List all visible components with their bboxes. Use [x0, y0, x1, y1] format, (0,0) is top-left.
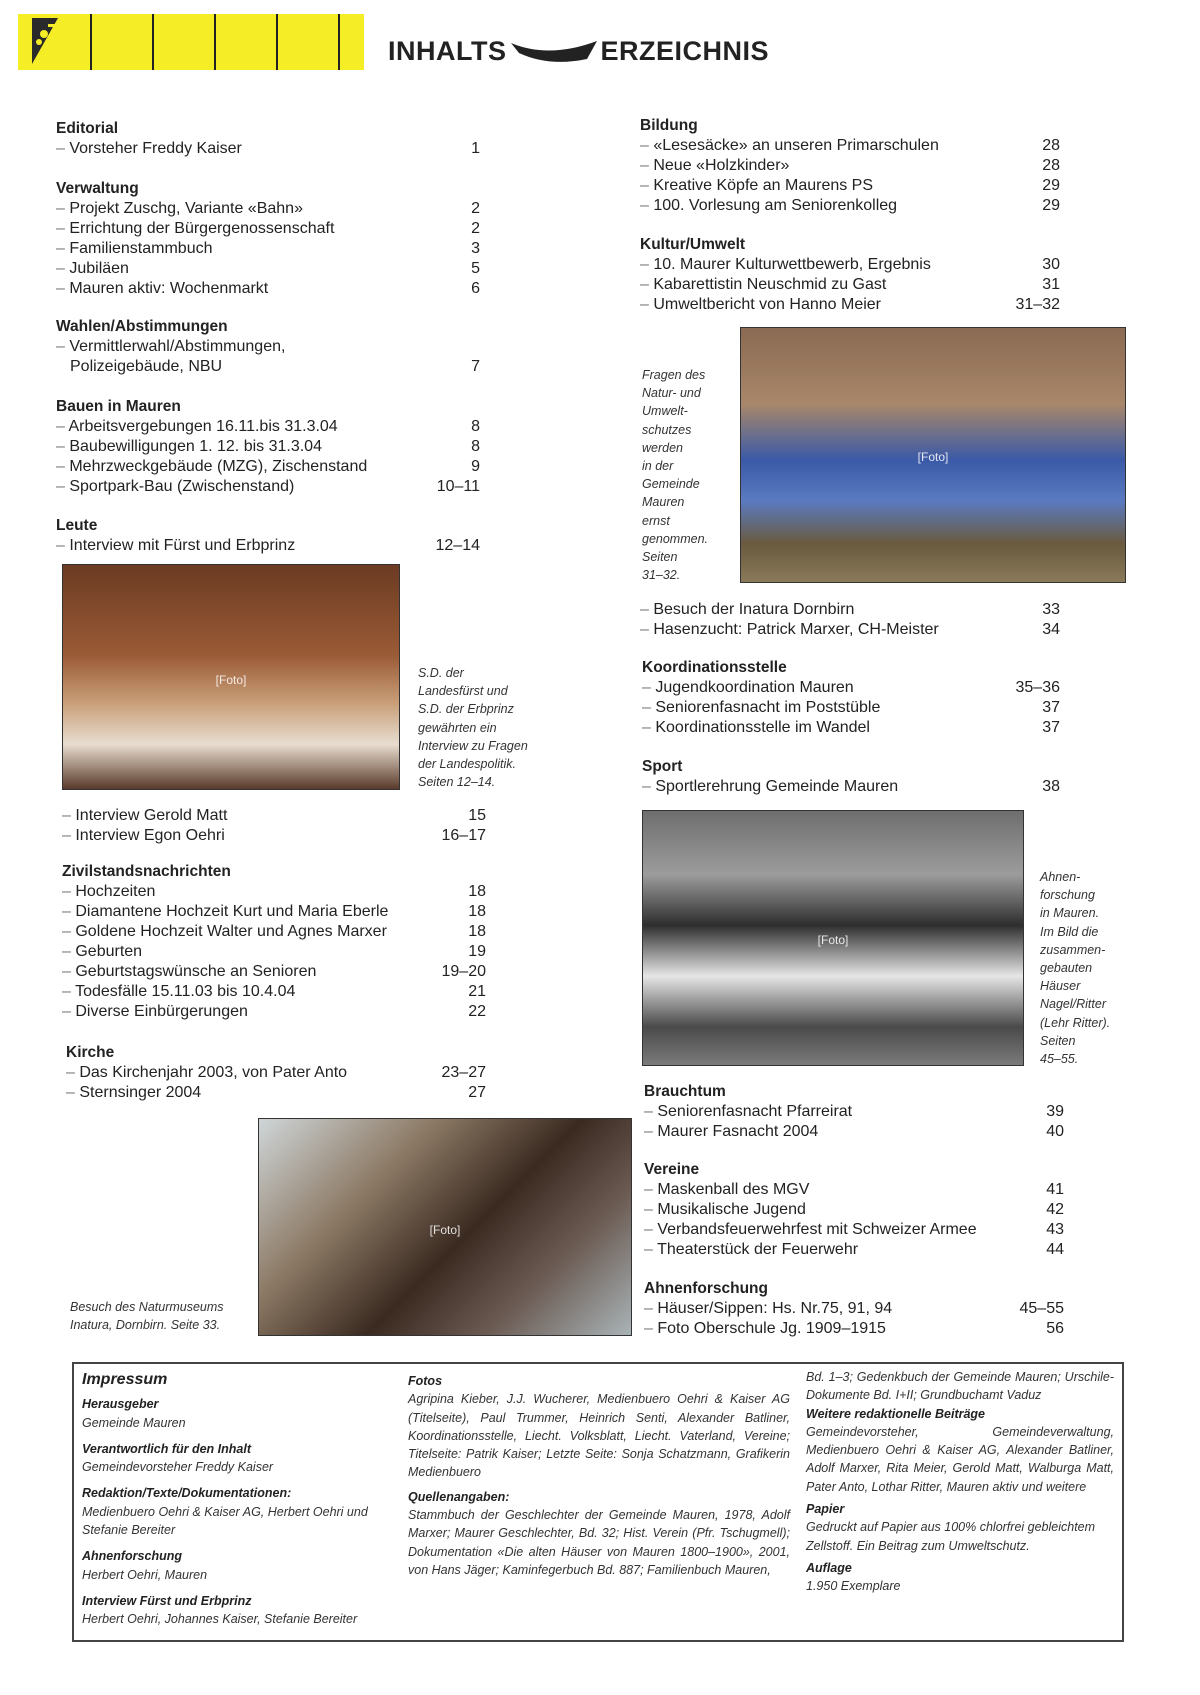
- toc-bauen: [56, 397, 480, 497]
- divider: [152, 14, 154, 70]
- toc-entry[interactable]: – Jugendkoordination Mauren 35–36: [642, 679, 1060, 696]
- toc-entry[interactable]: – Mauren aktiv: Wochenmarkt 6: [56, 280, 480, 297]
- toc-entry[interactable]: – Baubewilligungen 1. 12. bis 31.3.04 8: [56, 438, 480, 455]
- coat-of-arms-icon: [18, 14, 78, 70]
- toc-brauchtum: [644, 1082, 1064, 1142]
- toc-entry[interactable]: – 100. Vorlesung am Seniorenkolleg 29: [640, 197, 1060, 214]
- toc-entry[interactable]: – Hochzeiten 18: [62, 883, 486, 900]
- toc-verwaltung: [56, 179, 480, 299]
- divider: [276, 14, 278, 70]
- toc-entry[interactable]: – Mehrzweckgebäude (MZG), Zischenstand 9: [56, 458, 480, 475]
- toc-kultur: [640, 235, 1060, 315]
- section-heading: Bildung: [640, 117, 698, 134]
- houses-photo: [642, 810, 1024, 1066]
- section-heading: Kultur/Umwelt: [640, 236, 746, 253]
- divider: [90, 14, 92, 70]
- toc-ahnenforschung: [644, 1279, 1064, 1339]
- section-heading: Brauchtum: [644, 1083, 726, 1100]
- toc-entry[interactable]: – Geburtstagswünsche an Senioren 19–20: [62, 963, 486, 980]
- page-title: [388, 36, 769, 67]
- section-heading: Ahnenforschung: [644, 1280, 768, 1297]
- section-heading: Verwaltung: [56, 180, 139, 197]
- section-heading: Sport: [642, 758, 683, 775]
- toc-entry[interactable]: – Interview Gerold Matt 15: [62, 807, 486, 824]
- toc-wahlen: [56, 317, 480, 377]
- toc-entry[interactable]: – Errichtung der Bürgergenossenschaft 2: [56, 220, 480, 237]
- toc-entry[interactable]: – Foto Oberschule Jg. 1909–1915 56: [644, 1320, 1064, 1337]
- section-heading: Bauen in Mauren: [56, 398, 181, 415]
- toc-entry[interactable]: – Maurer Fasnacht 2004 40: [644, 1123, 1064, 1140]
- toc-entry[interactable]: – Hasenzucht: Patrick Marxer, CH-Meister 34: [640, 621, 1060, 638]
- toc-entry[interactable]: Polizeigebäude, NBU 7: [70, 358, 480, 375]
- toc-koordination: [642, 658, 1060, 738]
- toc-entry[interactable]: – Diamantene Hochzeit Kurt und Maria Eberle 18: [62, 903, 486, 920]
- section-heading: Leute: [56, 517, 98, 534]
- impressum-col-2: Fotos Agripina Kieber, J.J. Wucherer, Medienbuero Oehri & Kaiser AG (Titelseite), Paul Trummer, Heinrich Senti, Alexander Batliner, Koordinationsstelle, Liecht. Volksblatt, Liecht. Vaterland, Vereine; Titelseite: Patrik Kaiser; Letzte Seite: Sonja Schatzmann, Grafikerin Medienbuero Quellenangaben: Stammbuch der Geschlechter der Gemeinde Mauren, 1978, Adolf Marxer; Maurer Geschlechter, Bd. 32; Hist. Verein (Pfr. Tschugmell); Dokumentation «Die alten Häuser von Mauren 1800–1900», 2001, von Hans Jäger; Kaminfegerbuch Bd. 887; Familienbuch Mauren,: [408, 1374, 790, 1577]
- toc-entry[interactable]: – Koordinationsstelle im Wandel 37: [642, 719, 1060, 736]
- photo-placeholder-label: [Foto]: [215, 672, 247, 687]
- toc-entry[interactable]: – Geburten 19: [62, 943, 486, 960]
- toc-entry[interactable]: – Theaterstück der Feuerwehr 44: [644, 1241, 1064, 1258]
- impressum-title: Impressum: [82, 1371, 168, 1388]
- interview-caption: S.D. der Landesfürst und S.D. der Erbprinz gewährten ein Interview zu Fragen der Landespolitik. Seiten 12–14.: [418, 666, 528, 790]
- logo-bar: [18, 14, 364, 70]
- toc-entry[interactable]: – Vermittlerwahl/Abstimmungen,: [56, 338, 286, 355]
- toc-entry[interactable]: – Interview Egon Oehri 16–17: [62, 827, 486, 844]
- section-heading: Zivilstandsnachrichten: [62, 863, 231, 880]
- toc-leute: [56, 516, 480, 556]
- title-left: INHALTS: [388, 36, 507, 66]
- toc-entry[interactable]: – Sportpark-Bau (Zwischenstand) 10–11: [56, 478, 480, 495]
- toc-entry[interactable]: – Jubiläen 5: [56, 260, 480, 277]
- toc-entry[interactable]: – Arbeitsvergebungen 16.11.bis 31.3.04 8: [56, 418, 480, 435]
- toc-entry[interactable]: – Diverse Einbürgerungen 22: [62, 1003, 486, 1020]
- interview-photo: [62, 564, 400, 790]
- section-heading: Kirche: [66, 1044, 115, 1061]
- toc-entry[interactable]: – Seniorenfasnacht Pfarreirat 39: [644, 1103, 1064, 1120]
- toc-entry[interactable]: – Maskenball des MGV 41: [644, 1181, 1064, 1198]
- toc-entry[interactable]: – Vorsteher Freddy Kaiser 1: [56, 140, 480, 157]
- toc-entry[interactable]: – Sportlerehrung Gemeinde Mauren 38: [642, 778, 1060, 795]
- toc-kirche: [66, 1043, 486, 1103]
- section-heading: Editorial: [56, 120, 119, 137]
- toc-entry[interactable]: – Musikalische Jugend 42: [644, 1201, 1064, 1218]
- section-heading: Wahlen/Abstimmungen: [56, 318, 228, 335]
- toc-entry[interactable]: – Das Kirchenjahr 2003, von Pater Anto 23–27: [66, 1064, 486, 1081]
- impressum-col-1: Impressum Herausgeber Gemeinde Mauren Verantwortlich für den Inhalt Gemeindevorsteher Freddy Kaiser Redaktion/Texte/Dokumentationen: Medienbuero Oehri & Kaiser AG, Herbert Oehri und Stefanie Bereiter Ahnenforschung Herbert Oehri, Mauren Interview Fürst und Erbprinz Herbert Oehri, Johannes Kaiser, Stefanie Bereiter: [82, 1368, 400, 1629]
- divider: [214, 14, 216, 70]
- toc-entry[interactable]: – Besuch der Inatura Dornbirn 33: [640, 601, 1060, 618]
- toc-entry[interactable]: – Häuser/Sippen: Hs. Nr.75, 91, 94 45–55: [644, 1300, 1064, 1317]
- title-right: ERZEICHNIS: [600, 36, 770, 66]
- nature-caption: Fragen des Natur- und Umwelt- schutzes werden in der Gemeinde Mauren ernst genommen. Seiten 31–32.: [642, 368, 709, 583]
- toc-entry[interactable]: – Neue «Holzkinder» 28: [640, 157, 1060, 174]
- toc-entry[interactable]: – Goldene Hochzeit Walter und Agnes Marxer 18: [62, 923, 486, 940]
- section-heading: Koordinationsstelle: [642, 659, 787, 676]
- section-heading: Vereine: [644, 1161, 700, 1178]
- toc-entry[interactable]: – 10. Maurer Kulturwettbewerb, Ergebnis 30: [640, 256, 1060, 273]
- toc-entry[interactable]: – Projekt Zuschg, Variante «Bahn» 2: [56, 200, 480, 217]
- photo-placeholder-label: [Foto]: [429, 1222, 461, 1237]
- museum-photo: [258, 1118, 632, 1336]
- toc-entry[interactable]: – Interview mit Fürst und Erbprinz 12–14: [56, 537, 480, 554]
- toc-vereine: [644, 1160, 1064, 1260]
- toc-sport: [642, 757, 1060, 797]
- photo-placeholder-label: [Foto]: [917, 449, 949, 464]
- toc-entry[interactable]: – «Lesesäcke» an unseren Primarschulen 28: [640, 137, 1060, 154]
- toc-zivilstand: [62, 862, 486, 1022]
- toc-inatura: [640, 600, 1060, 640]
- toc-interviews: [62, 806, 486, 846]
- museum-caption: Besuch des Naturmuseums Inatura, Dornbirn. Seite 33.: [70, 1300, 224, 1333]
- toc-entry[interactable]: – Seniorenfasnacht im Poststüble 37: [642, 699, 1060, 716]
- houses-caption: Ahnen- forschung in Mauren. Im Bild die zusammen- gebauten Häuser Nagel/Ritter (Lehr Ritter). Seiten 45–55.: [1040, 870, 1111, 1067]
- toc-entry[interactable]: – Todesfälle 15.11.03 bis 10.4.04 21: [62, 983, 486, 1000]
- nature-photo: [740, 327, 1126, 583]
- photo-placeholder-label: [Foto]: [817, 932, 849, 947]
- toc-editorial: [56, 119, 480, 159]
- toc-entry[interactable]: – Kreative Köpfe an Maurens PS 29: [640, 177, 1060, 194]
- impressum-col-3: Bd. 1–3; Gedenkbuch der Gemeinde Mauren; Urschile-Dokumente Bd. I+II; Grundbuchamt Vaduz Weitere redaktionelle Beiträge Gemeindevorsteher, Gemeindeverwaltung, Medienbuero Oehri & Kaiser AG, Alexander Batliner, Adolf Marxer, Rita Meier, Gerold Matt, Walburga Matt, Pater Anto, Lothar Ritter, Mauren aktiv und weitere Papier Gedruckt auf Papier aus 100% chlorfrei gebleichtem Zellstoff. Ein Beitrag zum Umweltschutz. Auflage 1.950 Exemplare: [806, 1370, 1114, 1594]
- toc-entry[interactable]: – Sternsinger 2004 27: [66, 1084, 486, 1101]
- toc-entry[interactable]: – Kabarettistin Neuschmid zu Gast 31: [640, 276, 1060, 293]
- toc-bildung: [640, 116, 1060, 216]
- toc-entry[interactable]: – Verbandsfeuerwehrfest mit Schweizer Armee 43: [644, 1221, 1064, 1238]
- swoosh-v-icon: [509, 39, 599, 65]
- divider: [338, 14, 340, 70]
- toc-entry[interactable]: – Familienstammbuch 3: [56, 240, 480, 257]
- toc-entry[interactable]: – Umweltbericht von Hanno Meier 31–32: [640, 296, 1060, 313]
